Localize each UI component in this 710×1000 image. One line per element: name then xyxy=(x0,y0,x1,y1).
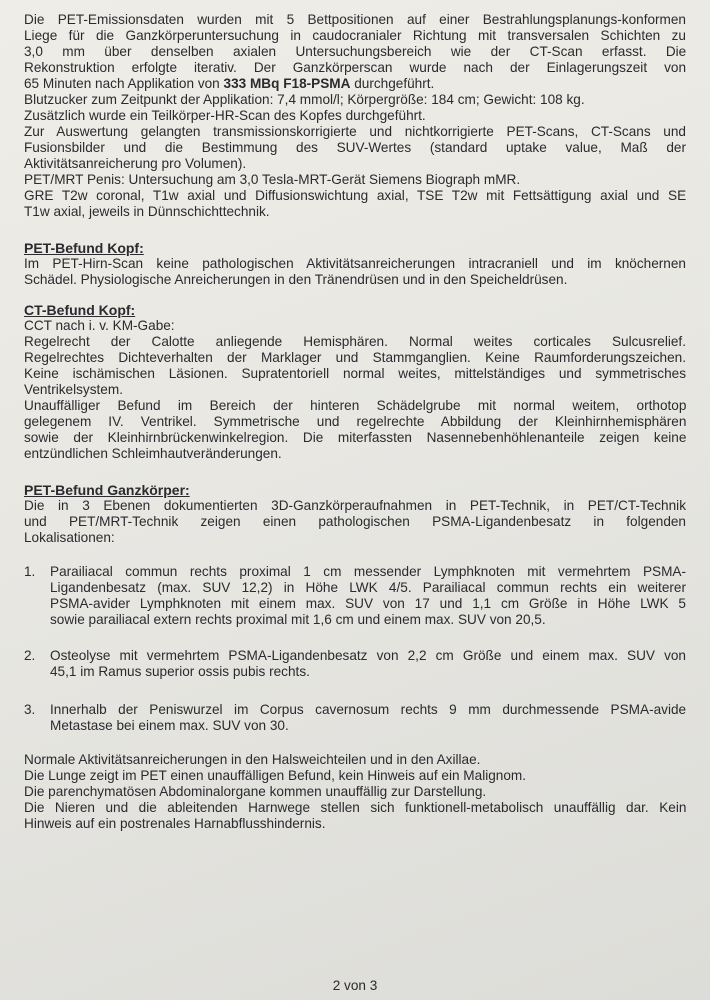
text-line: entzündlichen Schleimhautveränderungen. xyxy=(24,446,282,461)
pet-kopf-section xyxy=(24,256,686,288)
text-line: PSMA-avider Lymphknoten mit einem max. SUV von 17 und 1,1 cm Größe in Höhe LWK 5 xyxy=(50,596,686,611)
text-line: Die in 3 Ebenen dokumentierten 3D-Ganzkörperaufnahmen in PET-Technik, in PET/CT-Technik xyxy=(24,498,686,513)
text-line: sowie der Kleinhirnbrückenwinkelregion. Die miterfassten Nasennebenhöhlenanteile zeigen keine xyxy=(24,430,687,445)
text-line: Unauffälliger Befund im Bereich der hinteren Schädelgrube mit normal weitem, orthotop xyxy=(24,398,687,413)
text-line: Innerhalb der Peniswurzel im Corpus cavernosum rechts 9 mm durchmessende PSMA-avide xyxy=(50,702,687,717)
text-fragment: 65 Minuten nach Applikation von xyxy=(24,76,220,91)
text-line: Normale Aktivitätsanreicherungen in den Halsweichteilen und in den Axillae. xyxy=(24,752,481,767)
method-section xyxy=(24,12,686,220)
text-line: Liege für die Ganzkörperuntersuchung in caudocranialer Richtung mit transversalen Schichten zu xyxy=(24,28,686,43)
dose-value: 333 MBq F18-PSMA xyxy=(223,76,351,91)
pet-ganzkoerper-section xyxy=(24,498,686,546)
finding-item-1 xyxy=(24,564,686,628)
dose-line xyxy=(24,76,686,92)
text-line: Keine ischämischen Läsionen. Supratentoriell normal weites, mittelständiges und symmetrisches xyxy=(24,366,686,381)
text-line: Regelrecht der Calotte anliegende Hemisphären. Normal weites corticales Sulcusrelief. xyxy=(24,334,686,349)
ct-kopf-section xyxy=(24,318,686,462)
finding-item-3 xyxy=(24,702,686,734)
pet-ganzkoerper-heading: PET-Befund Ganzkörper: xyxy=(24,482,190,498)
text-line: Zur Auswertung gelangten transmissionskorrigierte und nichtkorrigierte PET-Scans, CT-Scans und xyxy=(24,124,686,139)
text-line: Die Lunge zeigt im PET einen unauffälligen Befund, kein Hinweis auf ein Malignom. xyxy=(24,768,527,783)
text-line: Ventrikelsystem. xyxy=(24,382,123,397)
text-line: 45,1 im Ramus superior ossis pubis rechts. xyxy=(50,664,310,679)
text-line: Rekonstruktion erfolgte iterativ. Der Ganzkörperscan wurde nach der Einlagerungszeit von xyxy=(24,60,687,75)
pet-kopf-heading: PET-Befund Kopf: xyxy=(24,240,144,256)
list-number: 3. xyxy=(24,702,36,717)
text-line: und PET/MRT-Technik zeigen einen pathologischen PSMA-Ligandenbesatz in folgenden xyxy=(24,514,686,529)
text-line: 3,0 mm über denselben axialen Untersuchungsbereich wie der CT-Scan erfasst. Die xyxy=(24,44,687,59)
text-line: Zusätzlich wurde ein Teilkörper-HR-Scan des Kopfes durchgeführt. xyxy=(24,108,426,123)
text-fragment: durchgeführt. xyxy=(350,76,435,91)
finding-item-2 xyxy=(24,648,686,680)
text-line: gelegenem IV. Ventrikel. Symmetrische und regelrechte Abbildung der Kleinhirnhemisphären xyxy=(24,414,687,429)
text-line: Ligandenbesatz (max. SUV 12,2) in Höhe LWK 4/5. Parailiacal commun rechts ein weiterer xyxy=(50,580,686,595)
text-line: Die PET-Emissionsdaten wurden mit 5 Bettpositionen auf einer Bestrahlungsplanungs-konformen xyxy=(24,12,686,27)
text-line: Blutzucker zum Zeitpunkt der Applikation: 7,4 mmol/l; Körpergröße: 184 cm; Gewicht: 108 kg. xyxy=(24,92,585,107)
list-number: 2. xyxy=(24,648,36,663)
ct-kopf-heading: CT-Befund Kopf: xyxy=(24,302,136,318)
text-line: Regelrechtes Dichteverhalten der Marklager und Stammganglien. Keine Raumforderungszeichen. xyxy=(24,350,686,365)
text-line: Aktivitätsanreicherung pro Volumen). xyxy=(24,156,247,171)
text-line: GRE T2w coronal, T1w axial und Diffusionswichtung axial, TSE T2w mit Fettsättigung axial und SE xyxy=(24,188,687,203)
page-number: 2 von 3 xyxy=(332,978,378,993)
closing-section xyxy=(24,752,686,832)
text-line: Metastase bei einem max. SUV von 30. xyxy=(50,718,289,733)
text-line: Die Nieren und die ableitenden Harnwege stellen sich funktionell-metabolisch unauffällig dar. Kein xyxy=(24,800,687,815)
text-line: T1w axial, jeweils in Dünnschichttechnik. xyxy=(24,204,270,219)
text-line: Parailiacal commun rechts proximal 1 cm messender Lymphknoten mit vermehrtem PSMA- xyxy=(50,564,686,579)
text-line: CCT nach i. v. KM-Gabe: xyxy=(24,318,175,333)
text-line: Hinweis auf ein postrenales Harnabflusshindernis. xyxy=(24,816,326,831)
text-line: PET/MRT Penis: Untersuchung am 3,0 Tesla-MRT-Gerät Siemens Biograph mMR. xyxy=(24,172,521,187)
text-line: sowie parailiacal extern rechts proximal mit 1,6 cm und einem max. SUV von 20,5. xyxy=(50,612,546,627)
text-line: Im PET-Hirn-Scan keine pathologischen Aktivitätsanreicherungen intracraniell und im knöchernen xyxy=(24,256,686,271)
list-number: 1. xyxy=(24,564,36,579)
text-line: Lokalisationen: xyxy=(24,530,115,545)
text-line: Die parenchymatösen Abdominalorgane kommen unauffällig zur Darstellung. xyxy=(24,784,487,799)
text-line: Fusionsbilder und die Bestimmung des SUV-Wertes (standard uptake value, Maß der xyxy=(24,140,686,155)
text-line: Schädel. Physiologische Anreicherungen in den Tränendrüsen und in den Speicheldrüsen. xyxy=(24,272,568,287)
text-line: Osteolyse mit vermehrtem PSMA-Ligandenbesatz von 2,2 cm Größe und einem max. SUV von xyxy=(50,648,686,663)
